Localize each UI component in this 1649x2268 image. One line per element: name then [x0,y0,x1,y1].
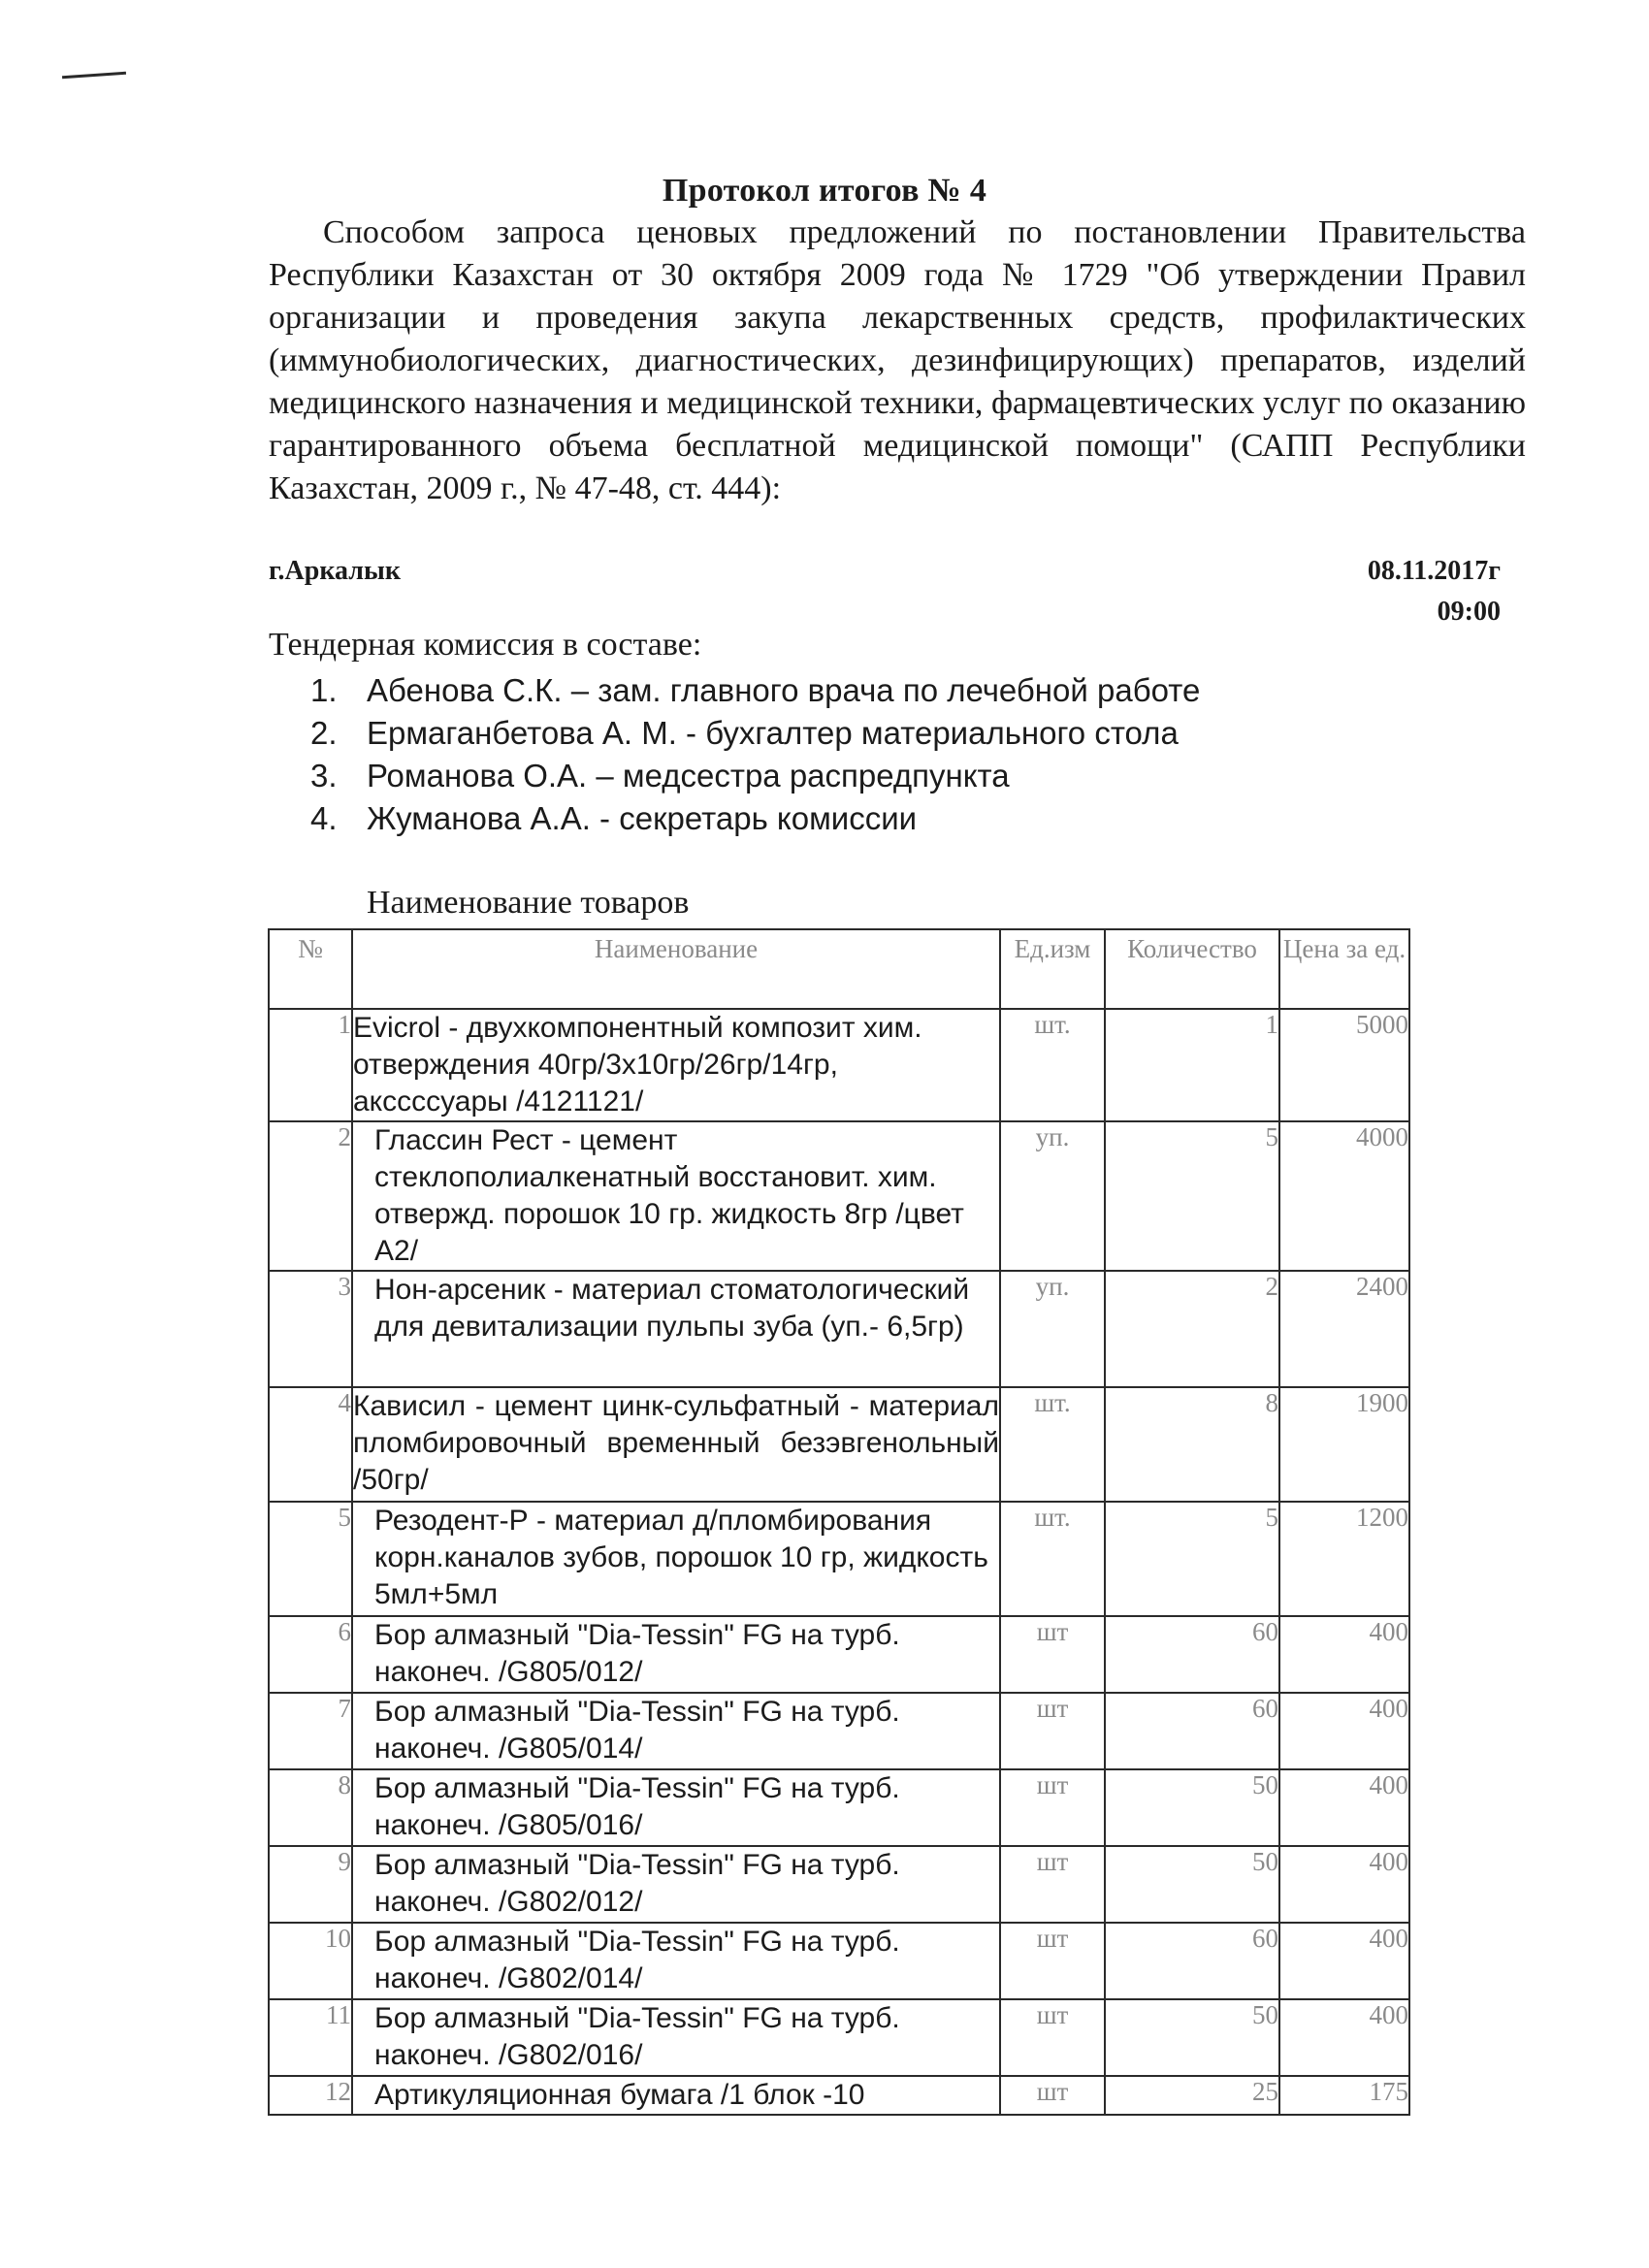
cell-price: 1900 [1279,1387,1409,1502]
document-title: Протокол итогов № 4 [662,173,987,209]
cell-unit: шт [1000,2076,1105,2115]
cell-qty: 50 [1105,1999,1279,2076]
cell-name: Резодент-Р - материал д/пломбирования корн.каналов зубов, порошок 10 гр, жидкость 5мл+5мл [352,1502,1000,1616]
goods-table [268,928,1410,2116]
header-num: № [269,929,352,1009]
cell-unit: шт [1000,1923,1105,1999]
committee-title: Тендерная комиссия в составе: [269,627,702,663]
member-number: 4. [310,800,338,836]
cell-name: Бор алмазный "Dia-Tessin" FG на турб. наконеч. /G802/012/ [352,1846,1000,1923]
date: 08.11.2017г [1367,556,1501,586]
table-row [269,1616,1409,1693]
cell-num: 2 [269,1121,352,1271]
header-qty: Количество [1105,929,1279,1009]
header-price: Цена за ед. [1279,929,1409,1009]
cell-price: 5000 [1279,1009,1409,1121]
cell-name: Бор алмазный "Dia-Tessin" FG на турб. наконеч. /G805/012/ [352,1616,1000,1693]
cell-unit: шт [1000,1693,1105,1769]
member-item [310,797,1200,840]
cell-price: 400 [1279,1999,1409,2076]
cell-unit: уп. [1000,1121,1105,1271]
table-row [269,1502,1409,1616]
cell-num: 4 [269,1387,352,1502]
cell-price: 400 [1279,1616,1409,1693]
member-text: Ермаганбетова А. М. - бухгалтер материального стола [367,715,1179,751]
table-row [269,1923,1409,1999]
table-row [269,2076,1409,2115]
member-item [310,669,1200,712]
table-row [269,1999,1409,2076]
cell-name: Бор алмазный "Dia-Tessin" FG на турб. наконеч. /G805/016/ [352,1769,1000,1846]
member-item [310,712,1200,755]
cell-unit: уп. [1000,1271,1105,1387]
table-header-row [269,929,1409,1009]
cell-num: 5 [269,1502,352,1616]
cell-num: 6 [269,1616,352,1693]
cell-qty: 60 [1105,1616,1279,1693]
cell-name: Evicrol - двухкомпонентный композит хим. отверждения 40гр/3х10гр/26гр/14гр, акссссуары /4121121/ [352,1009,1000,1121]
cell-qty: 50 [1105,1769,1279,1846]
cell-qty: 8 [1105,1387,1279,1502]
member-text: Романова О.А. – медсестра распредпункта [367,758,1010,794]
cell-num: 12 [269,2076,352,2115]
cell-price: 400 [1279,1693,1409,1769]
table-row [269,1009,1409,1121]
place: г.Аркалык [269,556,402,586]
table-row [269,1271,1409,1387]
cell-qty: 5 [1105,1121,1279,1271]
cell-unit: шт [1000,1846,1105,1923]
cell-qty: 60 [1105,1693,1279,1769]
cell-qty: 50 [1105,1846,1279,1923]
cell-qty: 2 [1105,1271,1279,1387]
cell-num: 7 [269,1693,352,1769]
cell-name: Бор алмазный "Dia-Tessin" FG на турб. наконеч. /G802/014/ [352,1923,1000,1999]
cell-name: Бор алмазный "Dia-Tessin" FG на турб. наконеч. /G802/016/ [352,1999,1000,2076]
member-number: 2. [310,715,338,751]
cell-price: 2400 [1279,1271,1409,1387]
table-row [269,1387,1409,1502]
cell-price: 1200 [1279,1502,1409,1616]
cell-name: Артикуляционная бумага /1 блок -10 [352,2076,1000,2115]
cell-unit: шт. [1000,1387,1105,1502]
header-name: Наименование [352,929,1000,1009]
member-number: 3. [310,758,338,794]
cell-unit: шт. [1000,1502,1105,1616]
cell-qty: 5 [1105,1502,1279,1616]
cell-name: Кависил - цемент цинк-сульфатный - материал пломбировочный временный безэвгенольный /50гр/ [352,1387,1000,1502]
cell-unit: шт [1000,1769,1105,1846]
table-row [269,1846,1409,1923]
cell-name: Нон-арсеник - материал стоматологический для девитализации пульпы зуба (уп.- 6,5гр) [352,1271,1000,1387]
member-item [310,755,1200,797]
header-unit: Ед.изм [1000,929,1105,1009]
cell-num: 1 [269,1009,352,1121]
cell-num: 9 [269,1846,352,1923]
time: 09:00 [1437,597,1501,627]
scan-mark [62,72,126,80]
committee-members [310,669,1200,840]
cell-qty: 1 [1105,1009,1279,1121]
cell-num: 8 [269,1769,352,1846]
cell-num: 10 [269,1923,352,1999]
goods-title: Наименование товаров [367,885,690,921]
table-row [269,1769,1409,1846]
cell-price: 175 [1279,2076,1409,2115]
cell-unit: шт [1000,1999,1105,2076]
member-text: Абенова С.К. – зам. главного врача по лечебной работе [367,672,1201,708]
intro-paragraph: Способом запроса ценовых предложений по постановлении Правительства Республики Казахстан от 30 октября 2009 года № 1729 "Об утверждении Правил организации и проведения закупа лекарственных средств, профилактических (иммунобиологических, диагностических, дезинфицирующих) препаратов, изделий медицинского назначения и медицинской техники, фармацевтических услуг по оказанию гарантированного объема бесплатной медицинской помощи" (САПП Республики Казахстан, 2009 г., № 47-48, ст. 444): [269,214,1526,506]
cell-price: 4000 [1279,1121,1409,1271]
cell-qty: 60 [1105,1923,1279,1999]
cell-price: 400 [1279,1923,1409,1999]
cell-num: 11 [269,1999,352,2076]
cell-price: 400 [1279,1846,1409,1923]
cell-name: Глассин Рест - цемент стеклополиалкенатный восстановит. хим. отвержд. порошок 10 гр. жидкость 8гр /цвет А2/ [352,1121,1000,1271]
table-row [269,1121,1409,1271]
cell-name: Бор алмазный "Dia-Tessin" FG на турб. наконеч. /G805/014/ [352,1693,1000,1769]
cell-num: 3 [269,1271,352,1387]
member-number: 1. [310,672,338,708]
cell-unit: шт [1000,1616,1105,1693]
member-text: Жуманова А.А. - секретарь комиссии [367,800,918,836]
table-row [269,1693,1409,1769]
cell-price: 400 [1279,1769,1409,1846]
cell-qty: 25 [1105,2076,1279,2115]
cell-unit: шт. [1000,1009,1105,1121]
